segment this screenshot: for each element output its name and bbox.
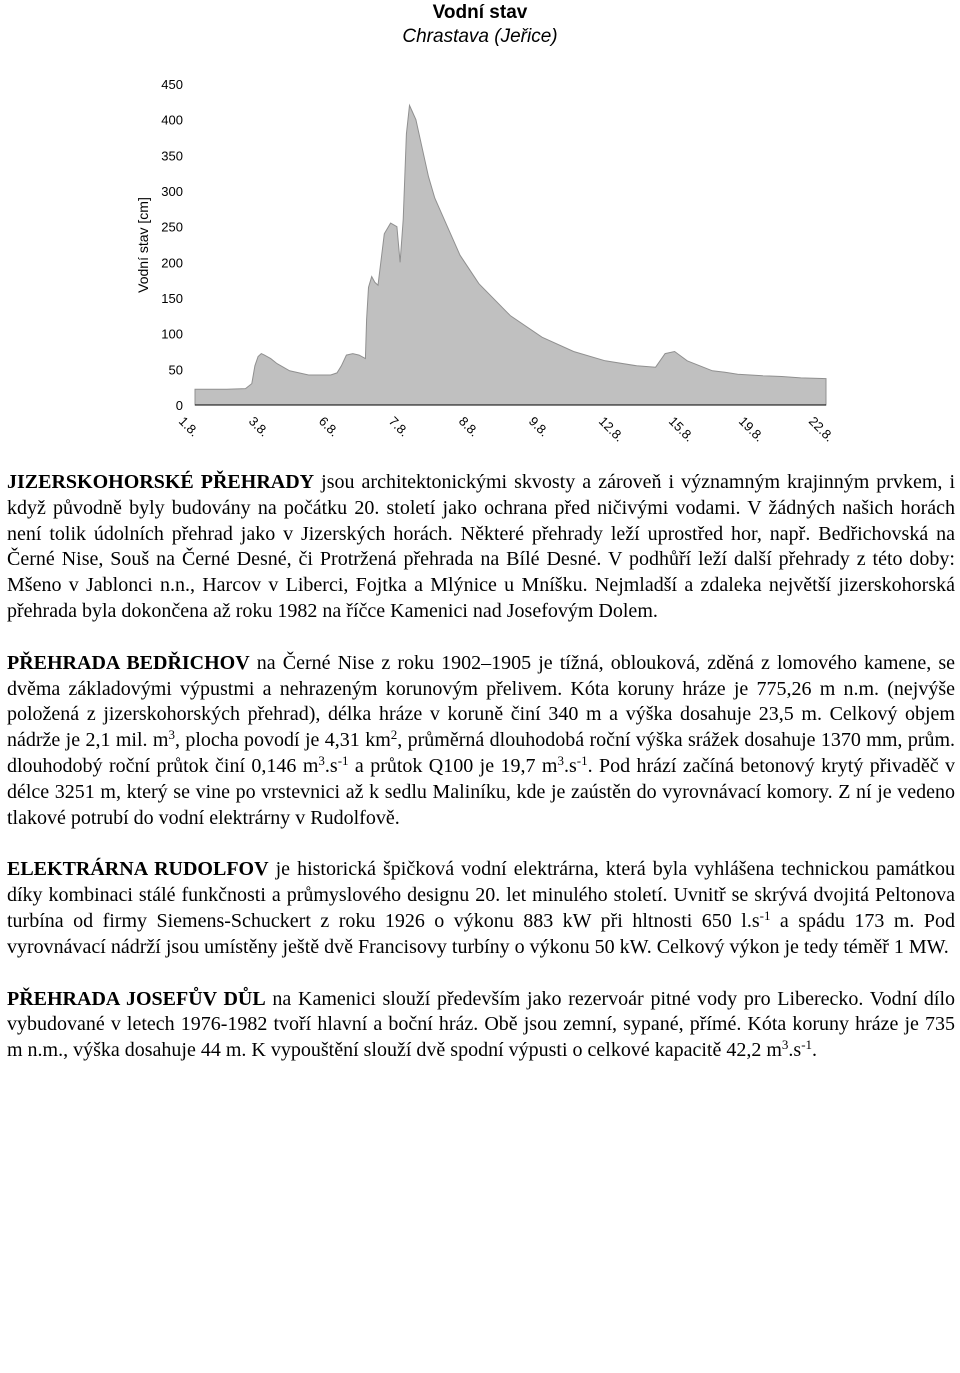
water-level-area (195, 105, 826, 405)
y-tick-label: 50 (168, 362, 183, 378)
paragraph-prehrada-bedrichov: PŘEHRADA BEDŘICHOV na Černé Nise z roku 1902–1905 je tížná, oblouková, zděná z lomového kamene, se dvěma základovými výpustmi a nehrazeným korunovým přelivem. Kóta koruny hráze je 775,26 m n.m. (nejvýše položená z jizerskohorských přehrad), délka hráze v koruně činí 340 m a výška dosahuje 23,5 m. Celkový objem nádrže je 2,1 mil. $m^3$, plocha povodí je 4,31 $km^2$, průměrná dlouhodobá roční výška srážek dosahuje 1370 mm, prům. dlouhodobý roční průtok činí 0,146 $m^3.s^{-1}$ a průtok Q100 je 19,7 $m^3.s^{-1}$. Pod hrází začíná betonový krytý přivaděč v délce 3251 m, který se vine po vrstevnici až k sedlu Maliníku, kde je zaústěn do vyrovnávací komory. Z ní je vedeno tlakové potrubí do vodní elektrárny v Rudolfově. (7, 651, 955, 829)
chart-subtitle: Chrastava (Jeřice) (402, 26, 558, 47)
x-tick-label: 1.8. (175, 413, 202, 440)
x-tick-label: 7.8. (385, 413, 412, 440)
paragraph-jizerskohorske-prehrady: JIZERSKOHORSKÉ PŘEHRADY jsou architektonickými skvosty a zároveň i významným krajinným prvkem, i když původně byly budovány na počátku 20. století jako ochrana před ničivými vodami. V žádných našich horách není tolik údolních přehrad jako v Jizerských horách. Některé přehrady leží uprostřed hor, např. Bedřichovská na Černé Nise, Souš na Černé Desné, či Protržená přehrada na Bílé Desné. V podhůří leží další přehrady z této doby: Mšeno v Jablonci n.n., Harcov v Liberci, Fojtka a Mlýnice u Mníšku. Nejmladší a zdaleka největší jizerskohorská přehrada byla dokončena až roku 1982 na říčce Kamenici nad Josefovým Dolem. (7, 471, 955, 622)
x-tick-label: 3.8. (245, 413, 272, 440)
document-body (7, 470, 955, 1090)
y-tick-label: 450 (161, 77, 183, 92)
y-tick-label: 350 (161, 148, 183, 164)
y-tick-label: 0 (175, 398, 183, 413)
x-tick-label: 6.8. (315, 413, 342, 440)
y-tick-label: 200 (161, 255, 183, 271)
heading-elektrarna-rudolfov: ELEKTRÁRNA RUDOLFOV (7, 858, 269, 881)
y-tick-label: 250 (161, 219, 183, 235)
y-axis-label: Vodní stav [cm] (135, 197, 151, 293)
x-tick-label: 22.8. (805, 413, 837, 445)
heading-prehrada-josefuv-dul: PŘEHRADA JOSEFŮV DŮL (7, 987, 266, 1010)
paragraph-elektrarna-rudolfov: ELEKTRÁRNA RUDOLFOV je historická špičková vodní elektrárna, která byla vyhlášena technickou památkou díky kombinaci stálé funkčnosti a průmyslového designu 20. let minulého století. Uvnitř se skrývá dvojitá Peltonova turbína od firmy Siemens-Schuckert z roku 1926 o výkonu 883 kW při hltnosti 650 $l.s^{-1}$ a spádu 173 m. Pod vyrovnávací nádrží jsou umístěny ještě dvě Francisovy turbíny o výkonu 50 kW. Celkový výkon je tedy téměř 1 MW. (7, 858, 956, 958)
x-tick-labels (176, 414, 837, 445)
y-tick-label: 400 (161, 112, 183, 128)
heading-jizerskohorske-prehrady: JIZERSKOHORSKÉ PŘEHRADY (7, 471, 315, 493)
paragraph-prehrada-josefuv-dul: PŘEHRADA JOSEFŮV DŮL na Kamenici slouží především jako rezervoár pitné vody pro Liberecko. Vodní dílo vybudované v letech 1976-1982 tvoří hlavní a boční hráz. Obě jsou zemní, sypané, přímé. Kóta koruny hráze je 735 m n.m., výška dosahuje 44 m. K vypouštění slouží dvě spodní výpusti o celkové kapacitě 42,2 $m^3.s^{-1}$. (7, 987, 956, 1062)
chart-title: Vodní stav (432, 2, 528, 23)
y-tick-label: 150 (161, 291, 183, 306)
x-tick-label: 19.8. (735, 413, 767, 445)
y-tick-labels (161, 77, 183, 413)
water-level-chart (0, 60, 960, 460)
x-tick-label: 8.8. (455, 413, 482, 440)
x-tick-label: 9.8. (525, 413, 552, 440)
x-tick-label: 12.8. (595, 413, 627, 445)
y-tick-label: 100 (161, 326, 183, 342)
y-tick-label: 300 (161, 184, 183, 199)
heading-prehrada-bedrichov: PŘEHRADA BEDŘICHOV (7, 651, 250, 674)
x-tick-label: 15.8. (665, 413, 697, 445)
